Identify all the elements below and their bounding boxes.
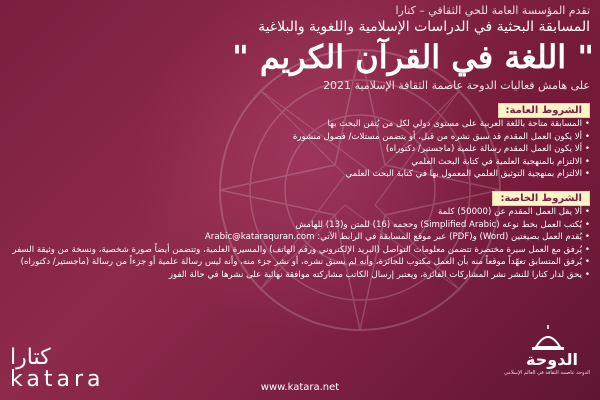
list-item: • يحق لدار كتارا للنشر نشر المشاركات الفائزة، ويعتبر إرسال الكاتب مشاركته موافقة نهائية على نشرها في حالة الفوز [10, 269, 590, 282]
event-note: على هامش فعاليات الدوحة عاصمة الثقافة الإسلامية 2021 [323, 79, 590, 92]
general-terms-heading: الشروط العامة: [498, 103, 591, 118]
special-terms-list [10, 206, 590, 281]
katara-logo-english: katara [10, 367, 105, 392]
website-link[interactable]: www.katara.net [260, 382, 340, 393]
competition-subtitle: المسابقة البحثية في الدراسات الإسلامية واللغوية والبلاغية [258, 19, 590, 35]
presenter-line: تقدم المؤسسة العامة للحي الثقافي – كتارا [395, 4, 590, 17]
list-item: • المسابقة متاحة باللغة العربية على مستوى دولي لكل من يُتقن البحث بها [10, 118, 590, 131]
list-item: • يُقدم العمل بصيغتين (Word) و(PDF) عبر موقع المسابقة في الرابط الآتي: Arabic@kataraquran.com [10, 231, 590, 244]
list-item: • يُرفق المتسابق تعهّداً موقعاً منه بأن العمل مكتوب للجائزة، وأنه لم يسبق نشره، أو نشر جزء منه، وأنه ليس رسالة علمية أو جزءاً من رسالة (ماجستير/ دكتوراه) [10, 256, 590, 269]
list-item: • ألا يكون العمل المقدم قد سبق نشره من قبل، أو يتضمن مستلات/ فصول منشورة [10, 131, 590, 144]
list-item: • ألا يكون العمل المقدم رسالة علمية (ماجستير/ دكتوراه) [10, 143, 590, 156]
list-item: • الالتزام بمنهجية التوثيق العلمي المعمول بها في كتابة البحث العلمي [10, 168, 590, 181]
doha-logo-title: الدوحة [526, 350, 578, 369]
general-terms-list [10, 118, 590, 181]
special-terms-heading: الشروط الخاصة: [492, 191, 590, 206]
list-item: • يُرفق مع العمل سيرة مختصرة تتضمن معلومات التواصل (البريد الإلكتروني ورقم الهاتف) والمسيرة العلمية، وتتضمن أيضاً صورة شخصية، ونسخة من وثيقة السفر [10, 244, 590, 257]
list-item: • الالتزام بالمنهجية العلمية في كتابة البحث العلمي [10, 156, 590, 169]
katara-logo-arabic: كتارا [10, 345, 51, 370]
doha-logo-caption: الدوحة عاصمة الثقافة في العالم الإسلامي [503, 370, 591, 376]
list-item: • يُكتب العمل بخط نوعه (Simplified Arabic) وحجمه (16) للمتن و(13) للهامش [10, 219, 590, 232]
page-title: " اللغة في القرآن الكريم " [232, 38, 594, 76]
list-item: • ألا يقل العمل المقدم عن (50000) كلمة [10, 206, 590, 219]
